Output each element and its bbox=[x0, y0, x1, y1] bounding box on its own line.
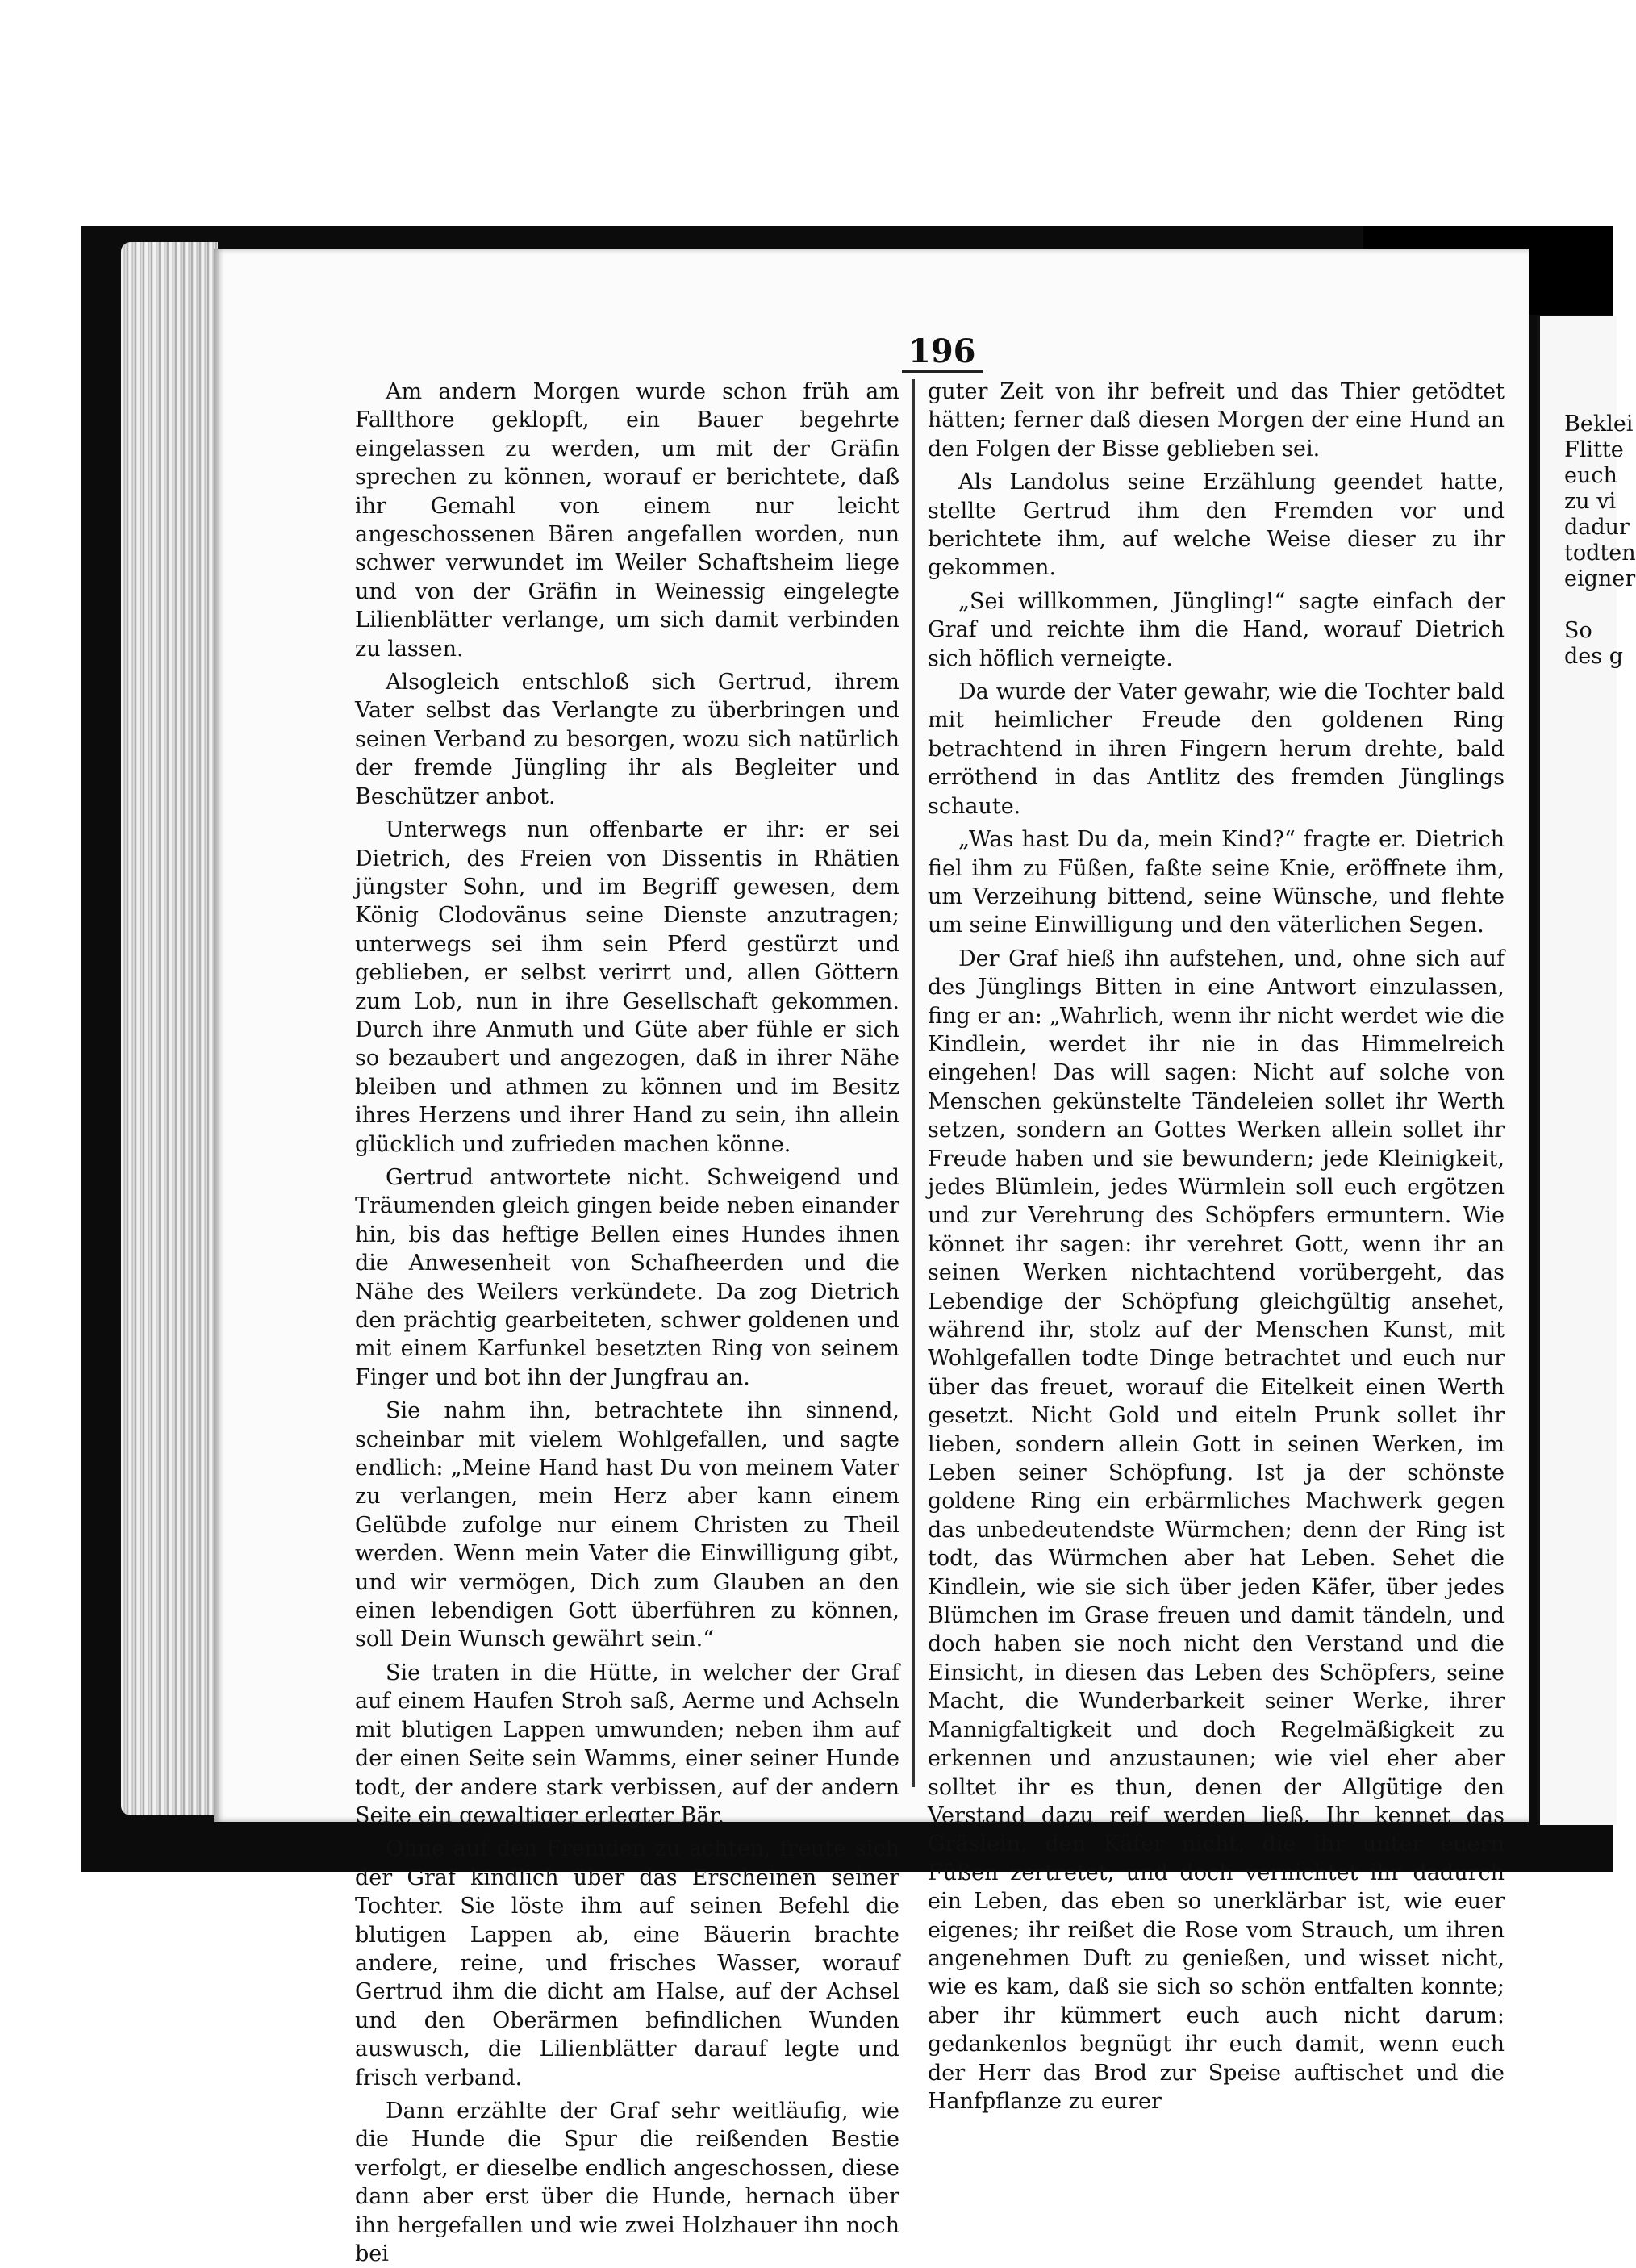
next-page-line: des g bbox=[1564, 644, 1623, 669]
paragraph: guter Zeit von ihr befreit und das Thier getödtet hätten; ferner daß diesen Morgen der eine Hund an den Folgen der Bisse geblieben sei. bbox=[928, 379, 1505, 462]
next-page-line: So bbox=[1564, 618, 1592, 643]
paragraph: Sie traten in die Hütte, in welcher der Graf auf einem Haufen Stroh saß, Aerme und Achseln mit blutigen Lappen umwunden; neben ihm auf der einen Seite sein Wamms, einer seiner Hunde todt, der andere stark verbissen, auf der andern Seite ein gewaltiger erlegter Bär. bbox=[355, 1660, 899, 1828]
next-page-line: eigner bbox=[1564, 566, 1636, 591]
next-page-line: zu vi bbox=[1564, 489, 1617, 514]
paragraph: „Was hast Du da, mein Kind?“ fragte er. Dietrich fiel ihm zu Füßen, faßte seine Knie, eröffnete ihm, um Verzeihung bittend, seine Wünsche, und flehte um seine Einwilligung und den väterlichen Segen. bbox=[928, 827, 1505, 938]
book-page-edges bbox=[121, 242, 218, 1815]
paragraph: Dann erzählte der Graf sehr weitläufig, wie die Hunde die Spur die reißenden Bestie verfolgt, er dieselbe endlich angeschossen, diese dann aber erst über die Hunde, hernach über ihn hergefallen und wie zwei Holzhauer ihn noch bei bbox=[355, 2098, 899, 2266]
paragraph: Da wurde der Vater gewahr, wie die Tochter bald mit heimlicher Freude den goldenen Ring betrachtend in ihren Fingern herum drehte, bald erröthend in das Antlitz des fremden Jünglings schaute. bbox=[928, 679, 1505, 819]
next-page-line: Beklei bbox=[1564, 411, 1634, 436]
paragraph: Gertrud antwortete nicht. Schweigend und Träumenden gleich gingen beide neben einander hin, bis das heftige Bellen eines Hundes ihnen die Anwesenheit von Schafheerden und die Nähe des Weilers verkündete. Da zog Dietrich den prächtig gearbeiteten, schwer goldenen und mit einem Karfunkel besetzten Ring von seinem Finger und bot ihn der Jungfrau an. bbox=[355, 1164, 899, 1390]
left-column bbox=[355, 378, 899, 2266]
paragraph: Am andern Morgen wurde schon früh am Fallthore geklopft, ein Bauer begehrte eingelassen zu werden, um mit der Gräfin sprechen zu können, worauf er berichtete, daß ihr Gemahl von einem nur leicht angeschossenen Bären angefallen worden, nun schwer verwundet im Weiler Schaftsheim liege und von der Gräfin in Weinessig eingelegte Lilienblätter verlange, um sich damit verbinden zu lassen. bbox=[355, 379, 899, 662]
next-page-fragment bbox=[1537, 316, 1636, 1825]
paragraph: Unterwegs nun offenbarte er ihr: er sei Dietrich, des Freien von Dissentis in Rhätien jüngster Sohn, und im Begriff gewesen, dem König Clodovänus seine Dienste anzutragen; unterwegs sei ihm sein Pferd gestürzt und geblieben, er selbst verirrt und, allen Göttern zum Lob, nun in ihre Gesellschaft gekommen. Durch ihre Anmuth und Güte aber fühle er sich so bezaubert und angezogen, daß in ihrer Nähe bleiben und athmen zu können und im Besitz ihres Herzens und ihrer Hand zu sein, ihn allein glücklich und zufrieden machen könne. bbox=[355, 817, 899, 1157]
paragraph: Alsogleich entschloß sich Gertrud, ihrem Vater selbst das Verlangte zu überbringen und seinen Verband zu besorgen, wozu sich natürlich der fremde Jüngling ihr als Begleiter und Beschützer anbot. bbox=[355, 670, 899, 809]
next-page-line: dadur bbox=[1564, 515, 1630, 540]
next-page-line: todten bbox=[1564, 541, 1636, 566]
page-number: 196 bbox=[902, 335, 983, 373]
paragraph: Sie nahm ihn, betrachtete ihn sinnend, scheinbar mit vielem Wohlgefallen, und sagte endlich: „Meine Hand hast Du von meinem Vater zu verlangen, mein Herz aber kann einem Gelübde zufolge nur einem Christen zu Theil werden. Wenn mein Vater die Einwilligung gibt, und wir vermögen, Dich zum Glauben an den einen lebendigen Gott überführen zu können, soll Dein Wunsch gewährt sein.“ bbox=[355, 1398, 899, 1652]
right-column bbox=[928, 378, 1505, 2114]
paragraph: „Sei willkommen, Jüngling!“ sagte einfach der Graf und reichte ihm die Hand, worauf Dietrich sich höflich verneigte. bbox=[928, 588, 1505, 671]
column-divider bbox=[912, 379, 915, 1787]
next-page-line: Flitte bbox=[1564, 437, 1624, 462]
paragraph: Ohne auf den Fremden zu achten, freute sich der Graf kindlich über das Erscheinen seiner Tochter. Sie löste ihm auf seinen Befehl die blutigen Lappen ab, eine Bäuerin brachte andere, reine, und frisches Wasser, worauf Gertrud ihm die dicht am Halse, auf der Achsel und den Oberärmen befindlichen Wunden auswusch, die Lilienblätter darauf legte und frisch verband. bbox=[355, 1836, 899, 2090]
paragraph: Der Graf hieß ihn aufstehen, und, ohne sich auf des Jünglings Bitten in eine Antwort einzulassen, fing er an: „Wahrlich, wenn ihr nicht werdet wie die Kindlein, werdet ihr nie in das Himmelreich eingehen! Das will sagen: Nicht auf solche von Menschen gekünstelte Tändeleien sollet ihr Werth setzen, sondern an Gottes Werken allein sollet ihr Freude haben und sie bewundern; jede Kleinigkeit, jedes Blümlein, jedes Würmlein soll euch ergötzen und zur Verehrung des Schöpfers ermuntern. Wie könnet ihr sagen: ihr verehret Gott, wenn ihr an seinen Werken nichtachtend vorübergeht, das Lebendige der Schöpfung gleichgültig ansehet, während ihr, stolz auf der Menschen Kunst, mit Wohlgefallen todte Dinge betrachtet und euch nur über das freuet, worauf die Eitelkeit einen Werth gesetzt. Nicht Gold und eiteln Prunk sollet ihr lieben, sondern allein Gott in seinen Werken, im Leben seiner Schöpfung. Ist ja der schönste goldene Ring ein erbärmliches Machwerk gegen das unbedeutendste Würmchen; denn der Ring ist todt, das Würmchen aber hat Leben. Sehet die Kindlein, wie sie sich über jeden Käfer, über jedes Blümchen im Grase freuen und damit tändeln, und doch haben sie noch nicht den Verstand und die Einsicht, in diesen das Leben des Schöpfers, seine Macht, die Wunderbarkeit seiner Werke, ihrer Mannigfaltigkeit und doch Regelmäßigkeit zu erkennen und anzustaunen; wie viel eher aber solltet ihr es thun, denen der Allgütige den Verstand dazu reif werden ließ. Ihr kennet das Gräslein, den Käfer nicht, die ihr unter euern Füßen zertretet, und doch vernichtet ihr dadurch ein Leben, das eben so unerklärbar ist, wie euer eigenes; ihr reißet die Rose vom Strauch, um ihren angenehmen Duft zu genießen, und wisset nicht, wie es kam, daß sie sich so schön entfalten konnte; aber ihr kümmert euch auch nicht darum: gedankenlos begnügt ihr euch damit, wenn euch der Herr das Brod zur Speise auftischet und die Hanfpflanze zu eurer bbox=[928, 946, 1505, 2114]
paragraph: Als Landolus seine Erzählung geendet hatte, stellte Gertrud ihm den Fremden vor und berichtete ihm, auf welche Weise dieser zu ihr gekommen. bbox=[928, 470, 1505, 581]
next-page-line: euch bbox=[1564, 463, 1617, 488]
